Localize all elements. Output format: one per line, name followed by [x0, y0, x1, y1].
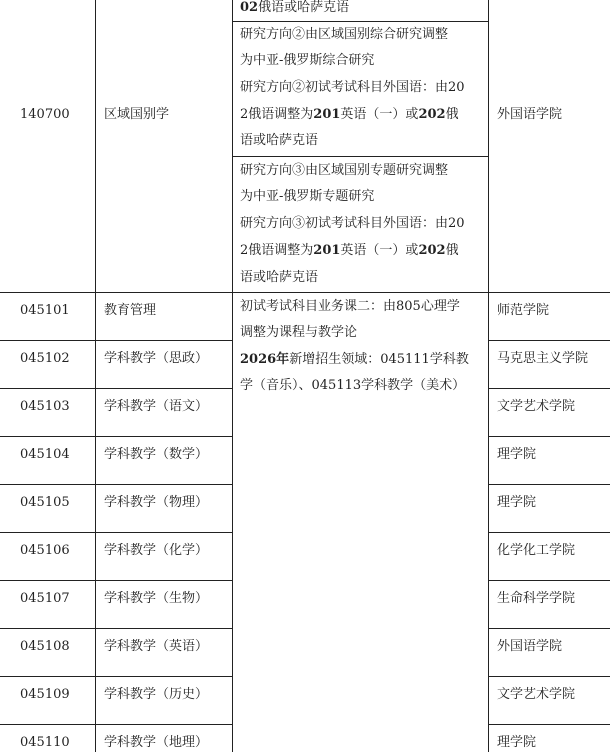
table-row-code: 045109 — [20, 687, 70, 702]
grid-line — [488, 580, 610, 581]
grid-line — [488, 676, 610, 677]
note-bold-code: 02 — [240, 0, 259, 15]
grid-line — [0, 676, 233, 677]
table-row-college: 马克思主义学院 — [497, 351, 589, 366]
note-text: 新增招生领域：045111学科教 — [289, 352, 469, 367]
table-row-college: 化学化工学院 — [497, 543, 576, 558]
note-text: 英语（一）或 — [340, 243, 419, 258]
note-bold-year: 2026年 — [240, 352, 290, 367]
grid-line — [0, 388, 233, 389]
note-bold-code: 202 — [418, 243, 446, 258]
note-text: 2俄语调整为 — [240, 107, 314, 122]
table-row-name: 学科教学（历史） — [104, 687, 209, 702]
table-row-college: 外国语学院 — [497, 639, 563, 654]
grid-line — [0, 724, 233, 725]
grid-line — [0, 340, 233, 341]
table-row-college: 生命科学学院 — [497, 591, 576, 606]
education-note-line2: 调整为课程与教学论 — [240, 325, 358, 340]
table-row-code: 045110 — [20, 735, 70, 750]
direction2-line5: 语或哈萨克语 — [240, 133, 319, 148]
grid-line — [0, 436, 233, 437]
grid-line — [488, 436, 610, 437]
direction2-line3: 研究方向②初试考试科目外国语：由20 — [240, 80, 465, 95]
grid-line — [0, 580, 233, 581]
grid-line — [488, 0, 489, 752]
table-row-college: 文学艺术学院 — [497, 687, 576, 702]
table-row-name: 学科教学（生物） — [104, 591, 209, 606]
direction2-line2: 为中亚-俄罗斯综合研究 — [240, 53, 375, 68]
education-note-line4: 学（音乐）、045113学科教学（美术） — [240, 378, 466, 393]
direction3-line5: 语或哈萨克语 — [240, 270, 319, 285]
table-row-college: 理学院 — [497, 495, 537, 510]
table-row-name: 学科教学（数学） — [104, 447, 209, 462]
table-row-code: 045103 — [20, 399, 70, 414]
table-row-code: 045107 — [20, 591, 70, 606]
grid-line — [232, 156, 489, 157]
table-row-name: 教育管理 — [104, 303, 157, 318]
direction2-line1: 研究方向②由区域国别综合研究调整 — [240, 27, 449, 42]
grid-line — [488, 340, 610, 341]
note-text: 俄语或哈萨克语 — [258, 0, 350, 15]
note-text: 俄 — [445, 243, 459, 258]
direction2-line4 — [240, 102, 459, 128]
grid-line — [95, 0, 96, 752]
table-row-code: 045101 — [20, 303, 70, 318]
grid-line — [0, 292, 610, 293]
education-note-line3 — [240, 347, 469, 373]
table-row-code: 045102 — [20, 351, 70, 366]
table-row-college: 文学艺术学院 — [497, 399, 576, 414]
education-note-line1: 初试考试科目业务课二：由805心理学 — [240, 299, 460, 314]
note-bold-code: 202 — [418, 107, 446, 122]
table-row-name: 学科教学（思政） — [104, 351, 209, 366]
note-text: 俄 — [445, 107, 459, 122]
note-bold-code: 201 — [313, 107, 341, 122]
table-row-code: 045108 — [20, 639, 70, 654]
grid-line — [0, 484, 233, 485]
grid-line — [488, 628, 610, 629]
note-top-line — [240, 0, 349, 21]
table-row-name: 学科教学（英语） — [104, 639, 209, 654]
note-text: 英语（一）或 — [340, 107, 419, 122]
direction3-line2: 为中亚-俄罗斯专题研究 — [240, 189, 375, 204]
table-row-name: 学科教学（语文） — [104, 399, 209, 414]
grid-line — [232, 0, 233, 752]
area-studies-college: 外国语学院 — [497, 107, 563, 122]
table-row-college: 理学院 — [497, 735, 537, 750]
grid-line — [488, 388, 610, 389]
table-row-name: 学科教学（地理） — [104, 735, 209, 750]
note-text: 2俄语调整为 — [240, 243, 314, 258]
table-row-college: 理学院 — [497, 447, 537, 462]
note-bold-code: 201 — [313, 243, 341, 258]
direction3-line4 — [240, 238, 459, 264]
grid-line — [0, 532, 233, 533]
table-row-code: 045106 — [20, 543, 70, 558]
grid-line — [488, 532, 610, 533]
table-row-name: 学科教学（物理） — [104, 495, 209, 510]
area-studies-code: 140700 — [20, 107, 70, 122]
table-row-code: 045104 — [20, 447, 70, 462]
grid-line — [0, 628, 233, 629]
table-row-college: 师范学院 — [497, 303, 550, 318]
table-row-code: 045105 — [20, 495, 70, 510]
grid-line — [488, 724, 610, 725]
area-studies-name: 区域国别学 — [104, 107, 170, 122]
table-row-name: 学科教学（化学） — [104, 543, 209, 558]
direction3-line1: 研究方向③由区域国别专题研究调整 — [240, 163, 449, 178]
direction3-line3: 研究方向③初试考试科目外国语：由20 — [240, 216, 465, 231]
grid-line — [488, 484, 610, 485]
